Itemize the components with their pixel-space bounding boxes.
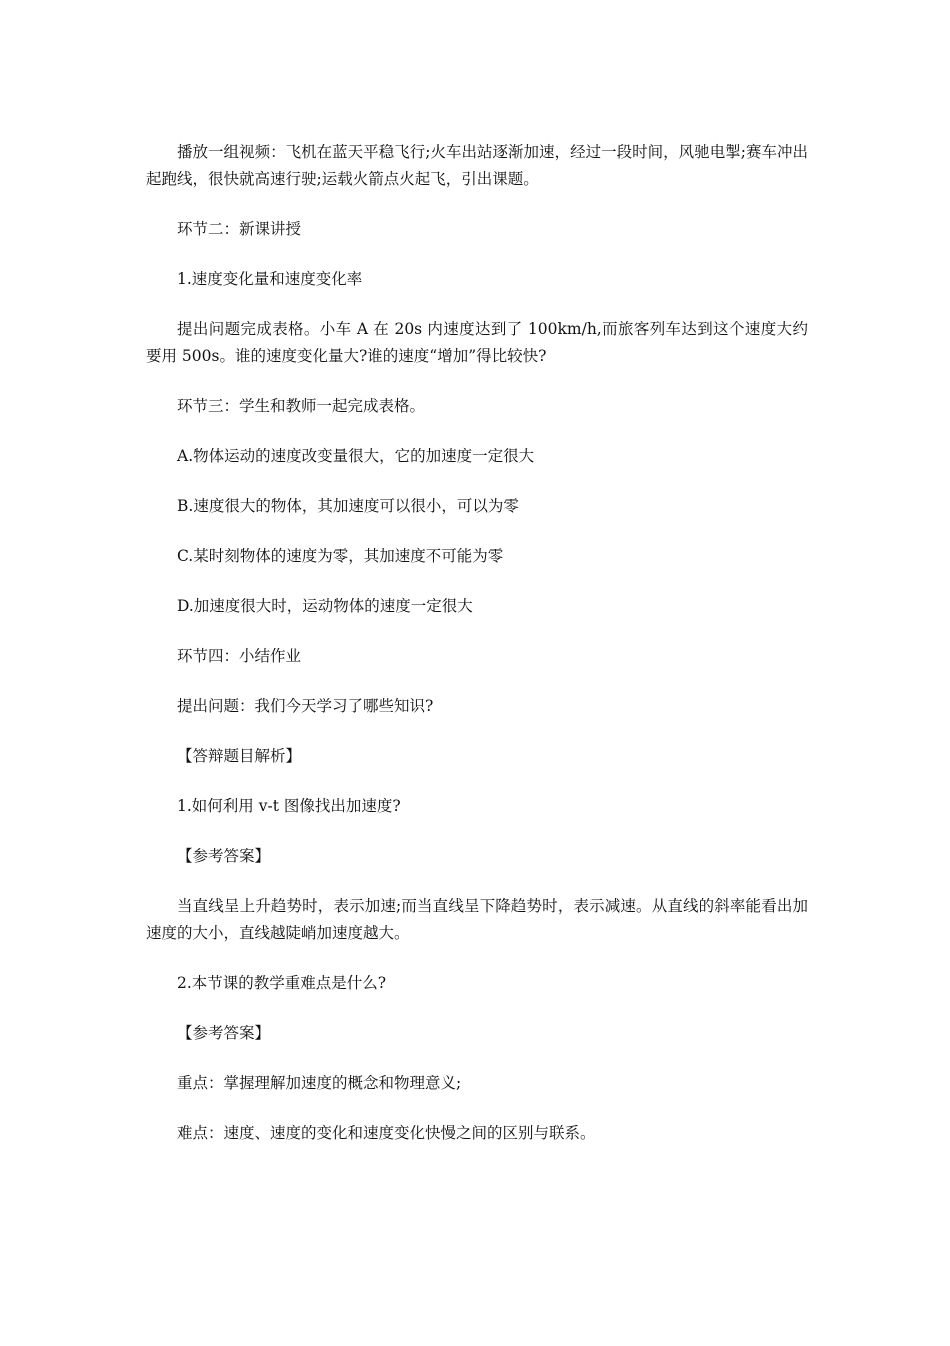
summary-question: 提出问题：我们今天学习了哪些知识? — [177, 697, 434, 715]
defense-question-1: 1.如何利用 v-t 图像找出加速度? — [177, 797, 401, 815]
option-c: C.某时刻物体的速度为零，其加速度不可能为零 — [177, 547, 504, 565]
option-a: A.物体运动的速度改变量很大，它的加速度一定很大 — [177, 447, 535, 465]
reference-answer-heading-1: 【参考答案】 — [177, 847, 271, 865]
defense-question-2: 2.本节课的教学重难点是什么? — [177, 974, 387, 992]
key-point-line: 重点：掌握理解加速度的概念和物理意义; — [177, 1074, 462, 1092]
option-b: B.速度很大的物体，其加速度可以很小，可以为零 — [177, 497, 519, 515]
answer-1-paragraph: 当直线呈上升趋势时，表示加速;而当直线呈下降趋势时，表示减速。从直线的斜率能看出加速度的大小，直线越陡峭加速度越大。 — [146, 897, 808, 942]
section-3-heading: 环节三：学生和教师一起完成表格。 — [177, 397, 426, 415]
option-d: D.加速度很大时，运动物体的速度一定很大 — [177, 597, 473, 615]
section-2-heading: 环节二：新课讲授 — [177, 220, 302, 238]
document-body — [146, 139, 808, 1170]
question-paragraph: 提出问题完成表格。小车 A 在 20s 内速度达到了 100km/h,而旅客列车达到这个速度大约要用 500s。谁的速度变化量大?谁的速度“增加”得比较快? — [146, 320, 808, 365]
difficult-point-line: 难点：速度、速度的变化和速度变化快慢之间的区别与联系。 — [177, 1124, 596, 1142]
intro-video-paragraph: 播放一组视频：飞机在蓝天平稳飞行;火车出站逐渐加速，经过一段时间，风驰电掣;赛车冲出起跑线，很快就高速行驶;运载火箭点火起飞，引出课题。 — [146, 143, 808, 188]
defense-analysis-heading: 【答辩题目解析】 — [177, 747, 302, 765]
section-4-heading: 环节四：小结作业 — [177, 647, 302, 665]
reference-answer-heading-2: 【参考答案】 — [177, 1024, 271, 1042]
topic-1-heading: 1.速度变化量和速度变化率 — [177, 270, 363, 288]
